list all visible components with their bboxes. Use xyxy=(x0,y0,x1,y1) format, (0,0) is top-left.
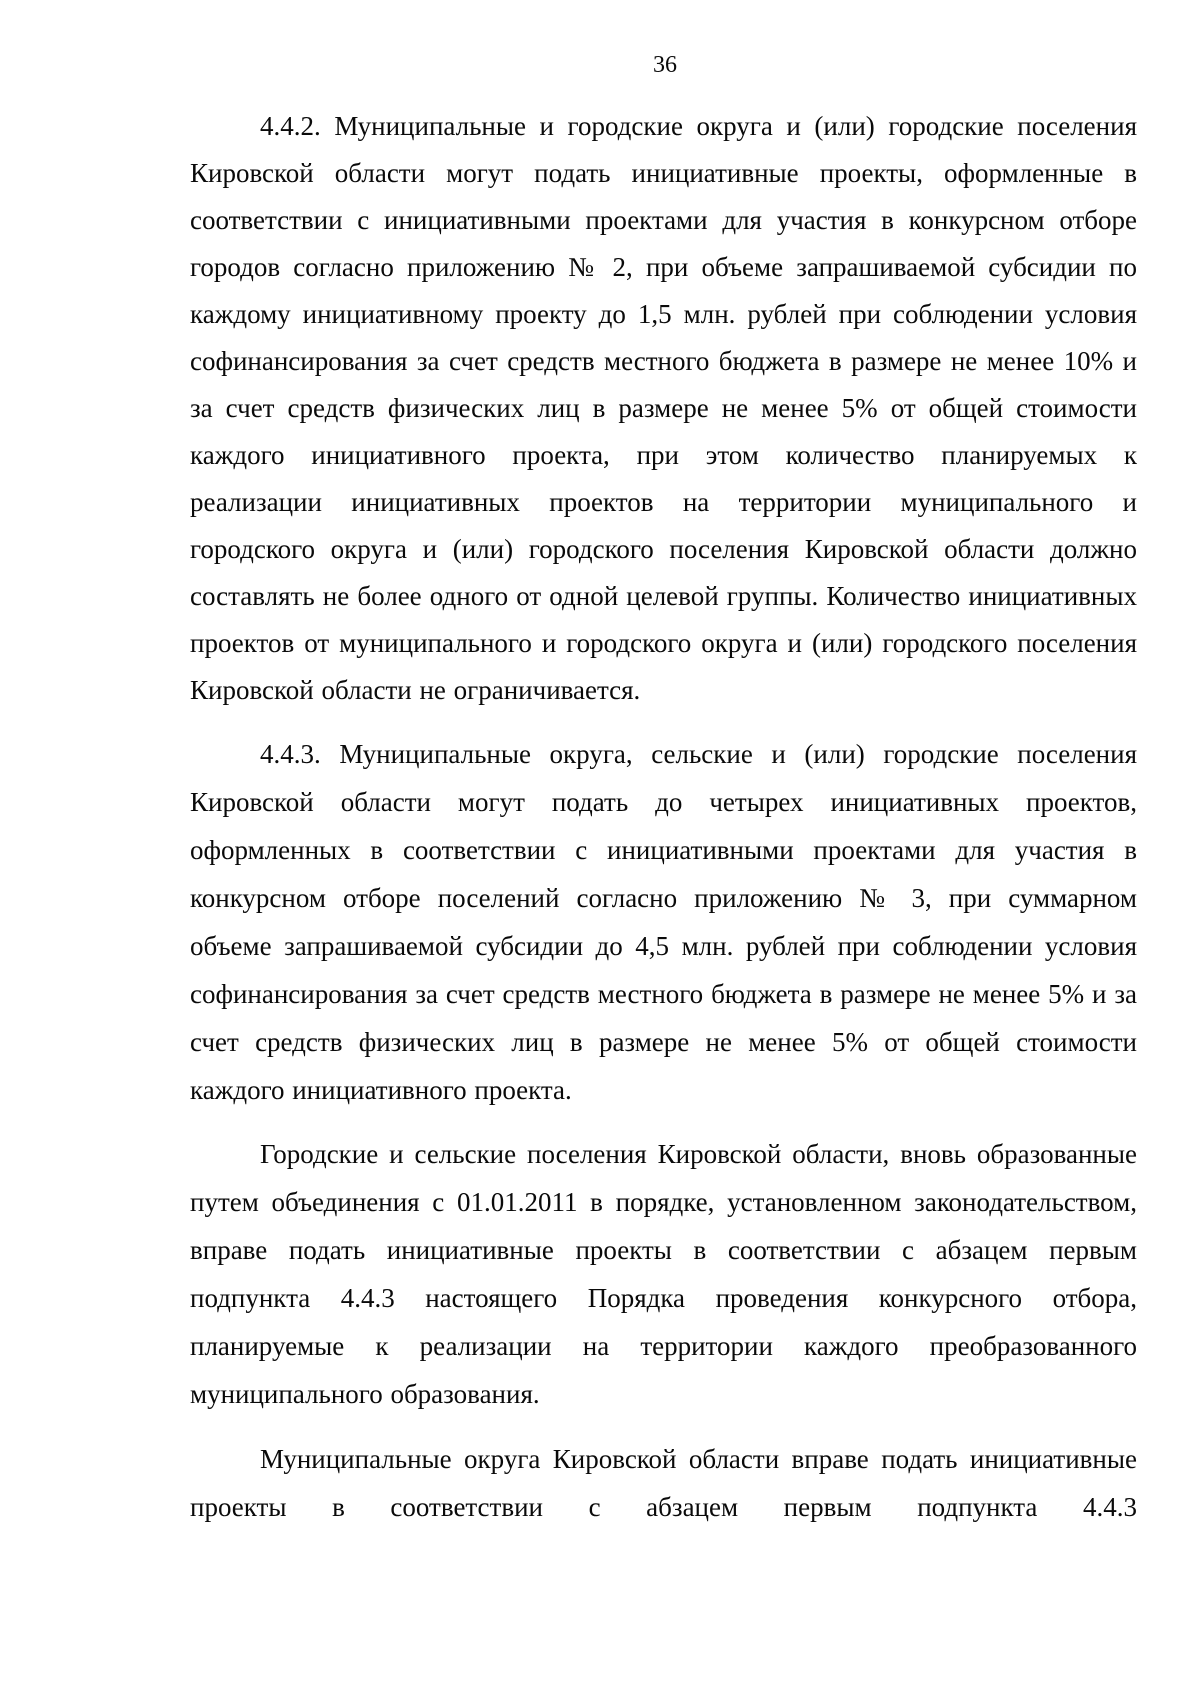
paragraph-municipal-districts: Муниципальные округа Кировской области вправе подать инициативные проекты в соответствии с абзацем первым подпункта 4.4.3 xyxy=(190,1444,1137,1522)
page-number: 36 xyxy=(653,52,677,78)
document-body xyxy=(190,103,1137,1531)
paragraph-urban-rural-settlements: Городские и сельские поселения Кировской области, вновь образованные путем объединения с 01.01.2011 в порядке, установленном законодательством, вправе подать инициативные проекты в соответствии с абзацем первым подпункта 4.4.3 настоящего Порядка проведения конкурсного отбора, планируемые к реализации на территории каждого преобразованного муниципального образования. xyxy=(190,1139,1137,1409)
paragraph-4-4-3: 4.4.3. Муниципальные округа, сельские и (или) городские поселения Кировской области могут подать до четырех инициативных проектов, оформленных в соответствии с инициативными проектами для участия в конкурсном отборе поселений согласно приложению № 3, при суммарном объеме запрашиваемой субсидии до 4,5 млн. рублей при соблюдении условия софинансирования за счет средств местного бюджета в размере не менее 5% и за счет средств физических лиц в размере не менее 5% от общей стоимости каждого инициативного проекта. xyxy=(190,739,1137,1105)
paragraph-4-4-2: 4.4.2. Муниципальные и городские округа и (или) городские поселения Кировской области могут подать инициативные проекты, оформленные в соответствии с инициативными проектами для участия в конкурсном отборе городов согласно приложению № 2, при объеме запрашиваемой субсидии по каждому инициативному проекту до 1,5 млн. рублей при соблюдении условия софинансирования за счет средств местного бюджета в размере не менее 10% и за счет средств физических лиц в размере не менее 5% от общей стоимости каждого инициативного проекта, при этом количество планируемых к реализации инициативных проектов на территории муниципального и городского округа и (или) городского поселения Кировской области должно составлять не более одного от одной целевой группы. Количество инициативных проектов от муниципального и городского округа и (или) городского поселения Кировской области не ограничивается. xyxy=(190,111,1137,705)
